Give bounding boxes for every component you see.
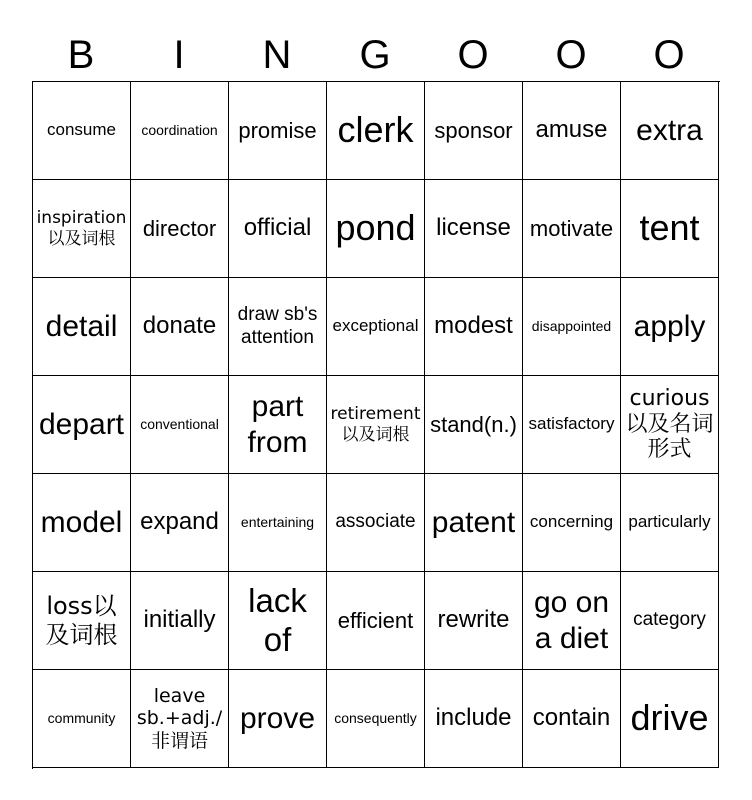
bingo-board (32, 81, 720, 769)
cell-text: category (633, 609, 706, 631)
cell-text: consequently (334, 710, 417, 727)
bingo-cell[interactable] (229, 278, 327, 376)
cell-text: conventional (140, 416, 219, 433)
bingo-cell[interactable] (523, 670, 621, 768)
bingo-cell[interactable] (621, 670, 719, 768)
bingo-cell[interactable] (327, 376, 425, 474)
bingo-cell[interactable] (621, 82, 719, 180)
bingo-cell[interactable] (425, 572, 523, 670)
bingo-cell[interactable] (621, 474, 719, 572)
cell-text: part from (247, 390, 308, 459)
cell-text: donate (142, 312, 217, 340)
header-letter-o-1: O (457, 33, 489, 77)
bingo-cell[interactable] (425, 82, 523, 180)
bingo-cell[interactable] (523, 278, 621, 376)
cell-text: license (436, 214, 511, 242)
bingo-cell[interactable] (425, 278, 523, 376)
cell-text: detail (45, 309, 118, 343)
bingo-cell[interactable] (229, 670, 327, 768)
bingo-cell[interactable] (33, 670, 131, 768)
cell-text: expand (140, 508, 219, 536)
cell-text: motivate (529, 215, 614, 241)
header-letter-o-3: O (653, 33, 685, 77)
cell-text: sponsor (434, 117, 513, 143)
bingo-cell[interactable] (523, 474, 621, 572)
bingo-cell[interactable] (523, 376, 621, 474)
bingo-cell[interactable] (131, 82, 229, 180)
cell-text: efficient (337, 607, 414, 633)
cell-text: disappointed (531, 318, 612, 335)
bingo-cell[interactable] (33, 180, 131, 278)
cell-text: rewrite (437, 606, 510, 634)
bingo-cell[interactable] (229, 82, 327, 180)
bingo-cell[interactable] (229, 376, 327, 474)
bingo-cell[interactable] (425, 180, 523, 278)
cell-text: exceptional (332, 316, 419, 336)
cell-text: official (243, 214, 312, 242)
cell-text: model (40, 505, 123, 539)
header-letter-n: N (262, 33, 292, 77)
bingo-cell[interactable] (621, 278, 719, 376)
bingo-cell[interactable] (327, 278, 425, 376)
bingo-cell[interactable] (131, 376, 229, 474)
header-letter-b: B (67, 33, 95, 77)
bingo-cell[interactable] (327, 180, 425, 278)
bingo-cell[interactable] (33, 82, 131, 180)
cell-text: concerning (529, 512, 614, 532)
cell-text: satisfactory (528, 414, 615, 434)
cell-text: drive (630, 697, 709, 739)
header-letter-g: G (359, 33, 391, 77)
cell-text: consume (47, 120, 116, 140)
cell-text: inspiration以及词根 (36, 208, 127, 249)
bingo-cell[interactable] (523, 180, 621, 278)
bingo-cell[interactable] (131, 572, 229, 670)
bingo-cell[interactable] (131, 670, 229, 768)
cell-text: clerk (337, 109, 414, 151)
cell-text: promise (238, 117, 317, 143)
bingo-cell[interactable] (131, 474, 229, 572)
bingo-cell[interactable] (523, 572, 621, 670)
cell-text: stand(n.) (430, 411, 517, 437)
bingo-header (32, 30, 720, 80)
cell-text: retirement以及词根 (330, 404, 421, 445)
header-letter-i: I (173, 33, 185, 77)
bingo-cell[interactable] (229, 572, 327, 670)
cell-text: initially (143, 606, 216, 634)
bingo-cell[interactable] (621, 376, 719, 474)
cell-text: leave sb.+adj./非谓语 (136, 684, 223, 752)
cell-text: tent (639, 207, 700, 249)
header-letter-o-2: O (555, 33, 587, 77)
cell-text: director (142, 215, 217, 241)
cell-text: lack of (248, 581, 307, 658)
cell-text: amuse (535, 116, 608, 144)
bingo-cell[interactable] (327, 670, 425, 768)
bingo-cell[interactable] (33, 278, 131, 376)
cell-text: apply (633, 309, 706, 343)
bingo-cell[interactable] (621, 572, 719, 670)
bingo-cell[interactable] (33, 474, 131, 572)
bingo-cell[interactable] (229, 180, 327, 278)
cell-text: curious以及名词形式 (625, 385, 714, 463)
cell-text: pond (335, 207, 416, 249)
cell-text: modest (434, 312, 513, 340)
cell-text: include (435, 704, 512, 732)
cell-text: draw sb's attention (237, 304, 318, 348)
bingo-cell[interactable] (229, 474, 327, 572)
bingo-cell[interactable] (327, 82, 425, 180)
bingo-cell[interactable] (33, 376, 131, 474)
cell-text: prove (239, 701, 316, 735)
bingo-cell[interactable] (425, 376, 523, 474)
cell-text: loss以及词根 (45, 592, 118, 649)
cell-text: extra (636, 113, 703, 147)
bingo-cell[interactable] (131, 278, 229, 376)
bingo-cell[interactable] (327, 572, 425, 670)
cell-text: contain (532, 704, 611, 732)
cell-text: patent (431, 505, 516, 539)
cell-text: go on a diet (533, 586, 610, 655)
bingo-cell[interactable] (33, 572, 131, 670)
bingo-cell[interactable] (425, 474, 523, 572)
bingo-cell[interactable] (327, 474, 425, 572)
bingo-cell[interactable] (131, 180, 229, 278)
cell-text: associate (335, 511, 416, 533)
cell-text: entertaining (240, 514, 315, 531)
cell-text: depart (38, 407, 125, 441)
cell-text: particularly (628, 512, 711, 532)
cell-text: community (47, 710, 116, 727)
cell-text: coordination (141, 122, 218, 139)
bingo-cell[interactable] (523, 82, 621, 180)
bingo-cell[interactable] (425, 670, 523, 768)
bingo-cell[interactable] (621, 180, 719, 278)
